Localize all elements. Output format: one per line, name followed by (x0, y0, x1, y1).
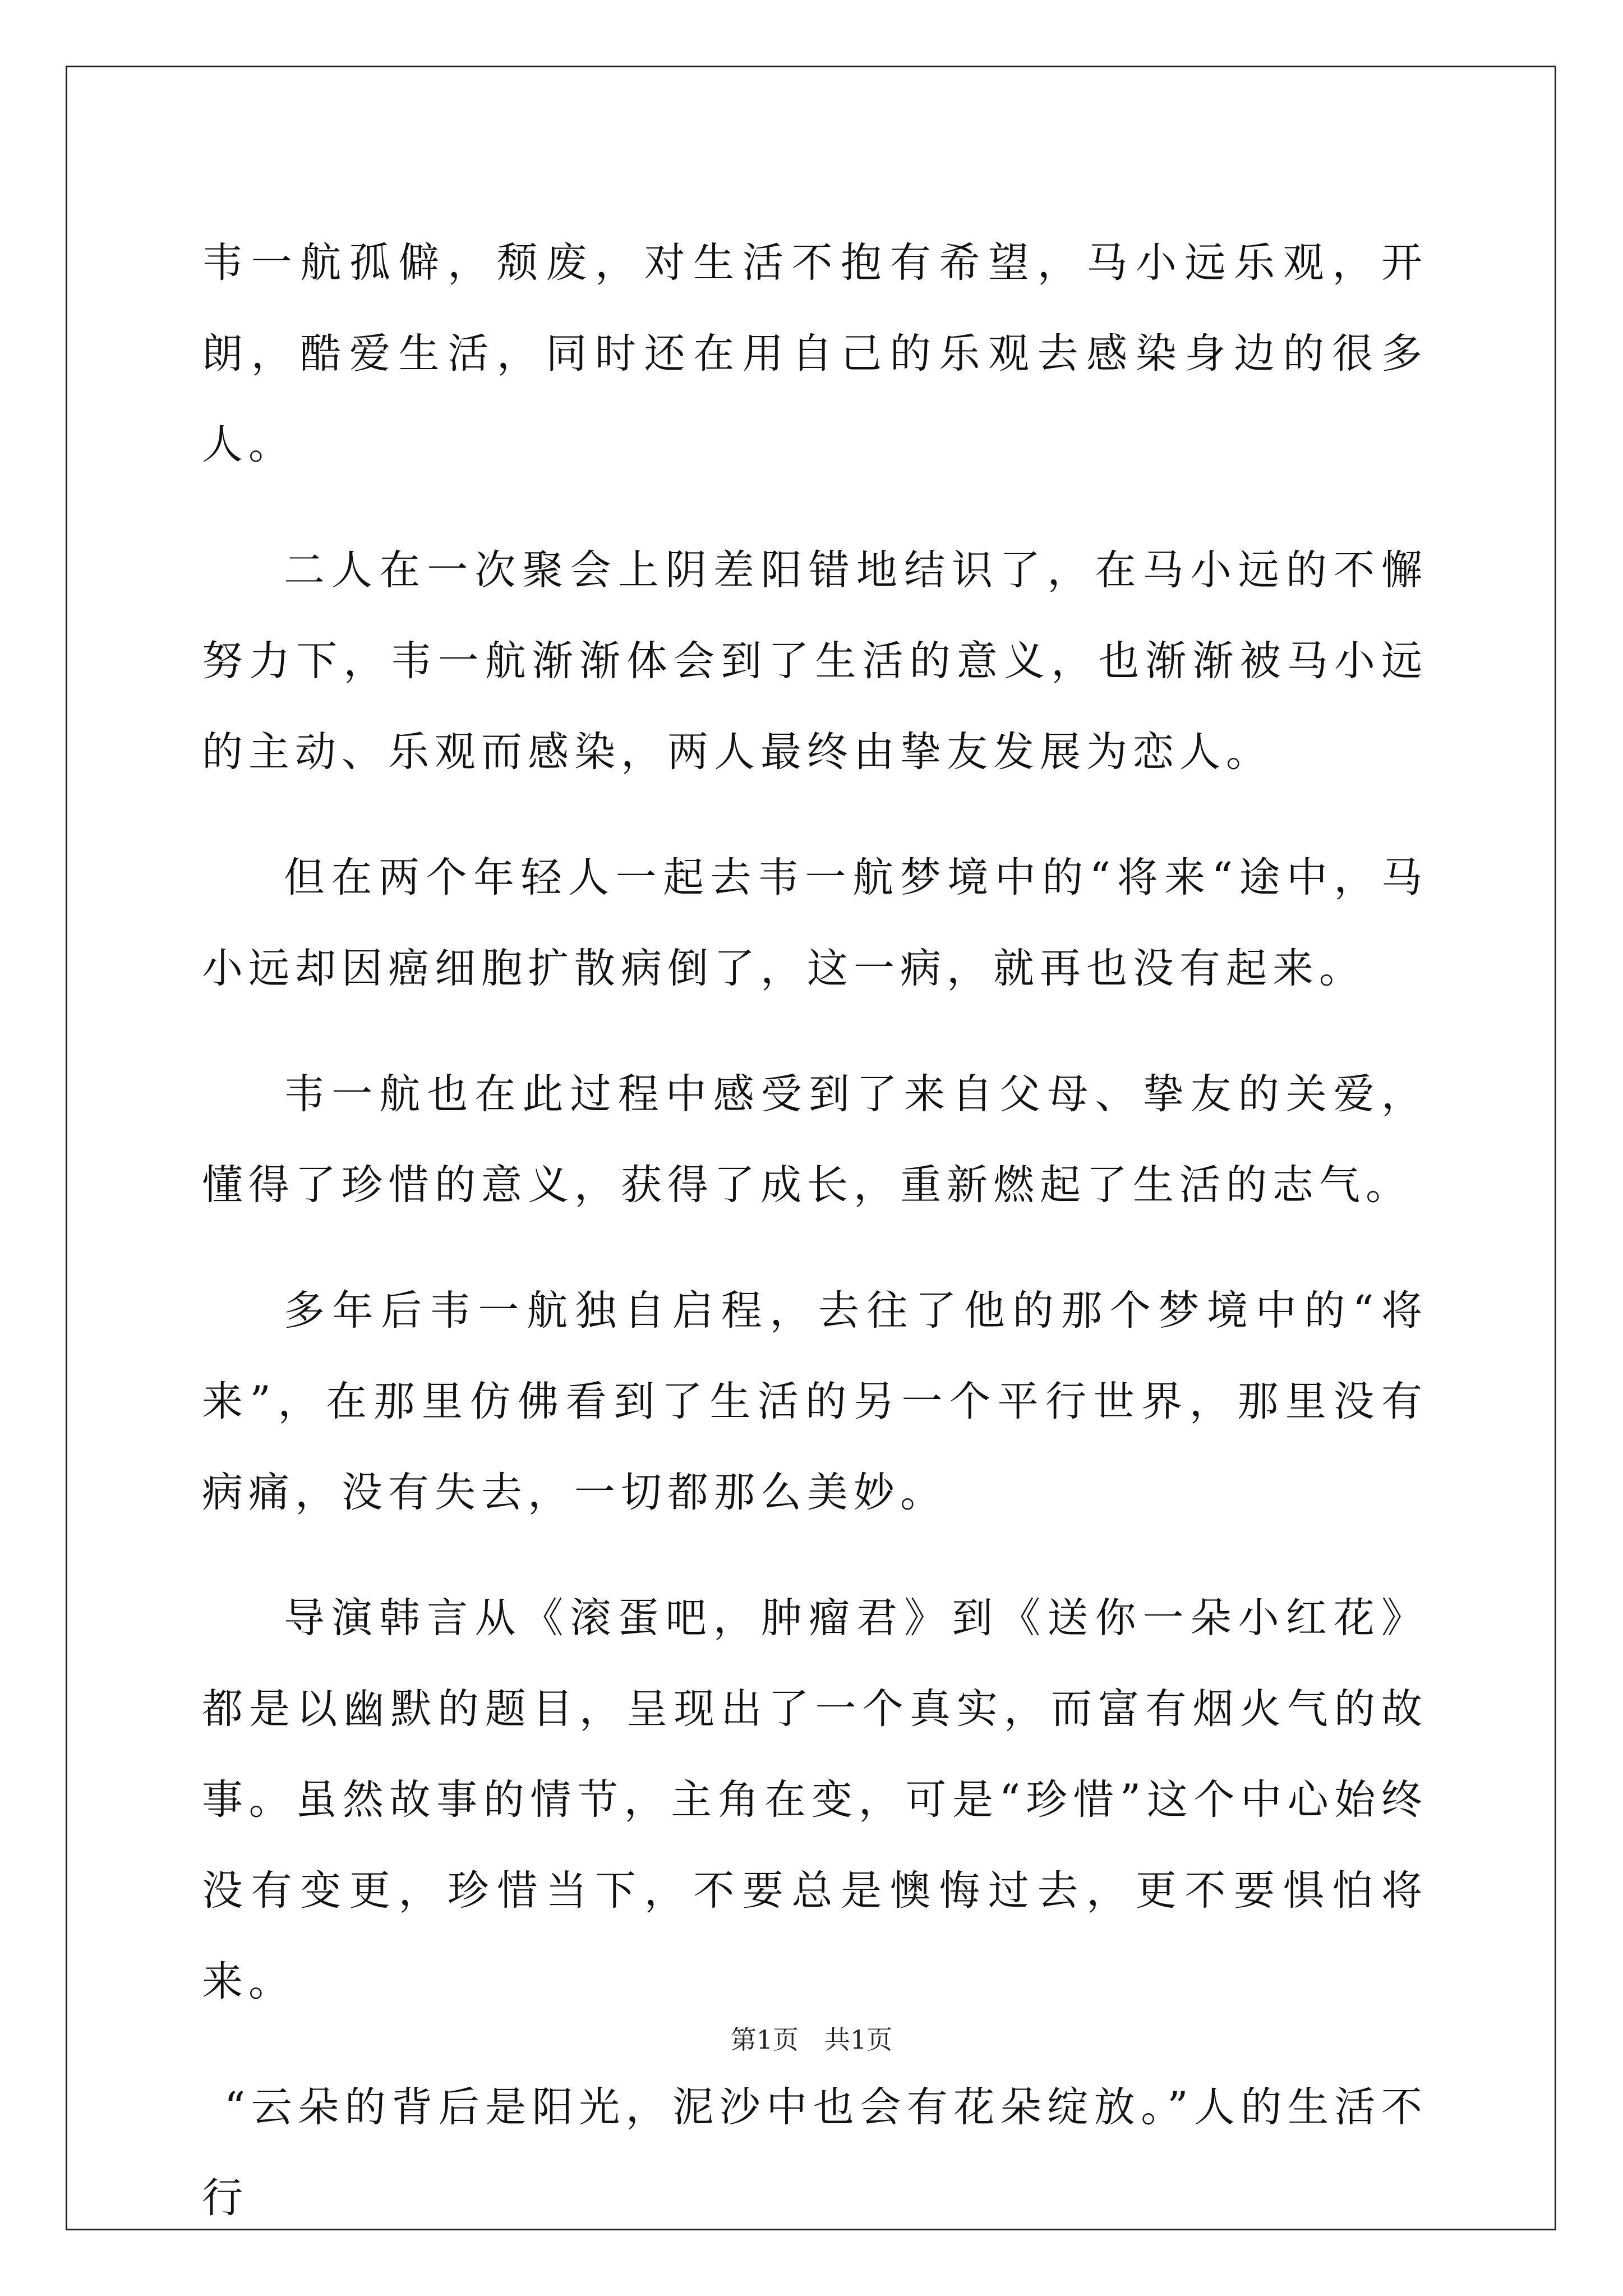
paragraph-6: 导演韩言从《滚蛋吧，肿瘤君》到《送你一朵小红花》都是以幽默的题目，呈现出了一个真实，而富有烟火气的故事。虽然故事的情节，主角在变，可是“珍惜”这个中心始终没有变更，珍惜当下，不要总是懊悔过去，更不要惧怕将来。 (202, 1594, 1428, 2005)
paragraph-1: 韦一航孤僻，颓废，对生活不抱有希望，马小远乐观，开朗，酷爱生活，同时还在用自己的乐观去感染身边的很多人。 (202, 239, 1428, 468)
paragraph-4: 韦一航也在此过程中感受到了来自父母、挚友的关爱，懂得了珍惜的意义，获得了成长，重新燃起了生活的志气。 (202, 1070, 1428, 1209)
paragraph-2: 二人在一次聚会上阴差阳错地结识了，在马小远的不懈努力下，韦一航渐渐体会到了生活的意义，也渐渐被马小远的主动、乐观而感染，两人最终由挚友发展为恋人。 (202, 546, 1428, 776)
paragraph-7: “云朵的背后是阳光，泥沙中也会有花朵绽放。”人的生活不行 (202, 2083, 1428, 2222)
document-body (202, 218, 1428, 2244)
page-footer: 第1页 共1页 (730, 2024, 893, 2055)
paragraph-5: 多年后韦一航独自启程，去往了他的那个梦境中的“将来”，在那里仿佛看到了生活的另一个平行世界，那里没有病痛，没有失去，一切都那么美妙。 (202, 1287, 1428, 1516)
paragraph-3: 但在两个年轻人一起去韦一航梦境中的“将来“途中，马小远却因癌细胞扩散病倒了，这一病，就再也没有起来。 (202, 854, 1428, 992)
